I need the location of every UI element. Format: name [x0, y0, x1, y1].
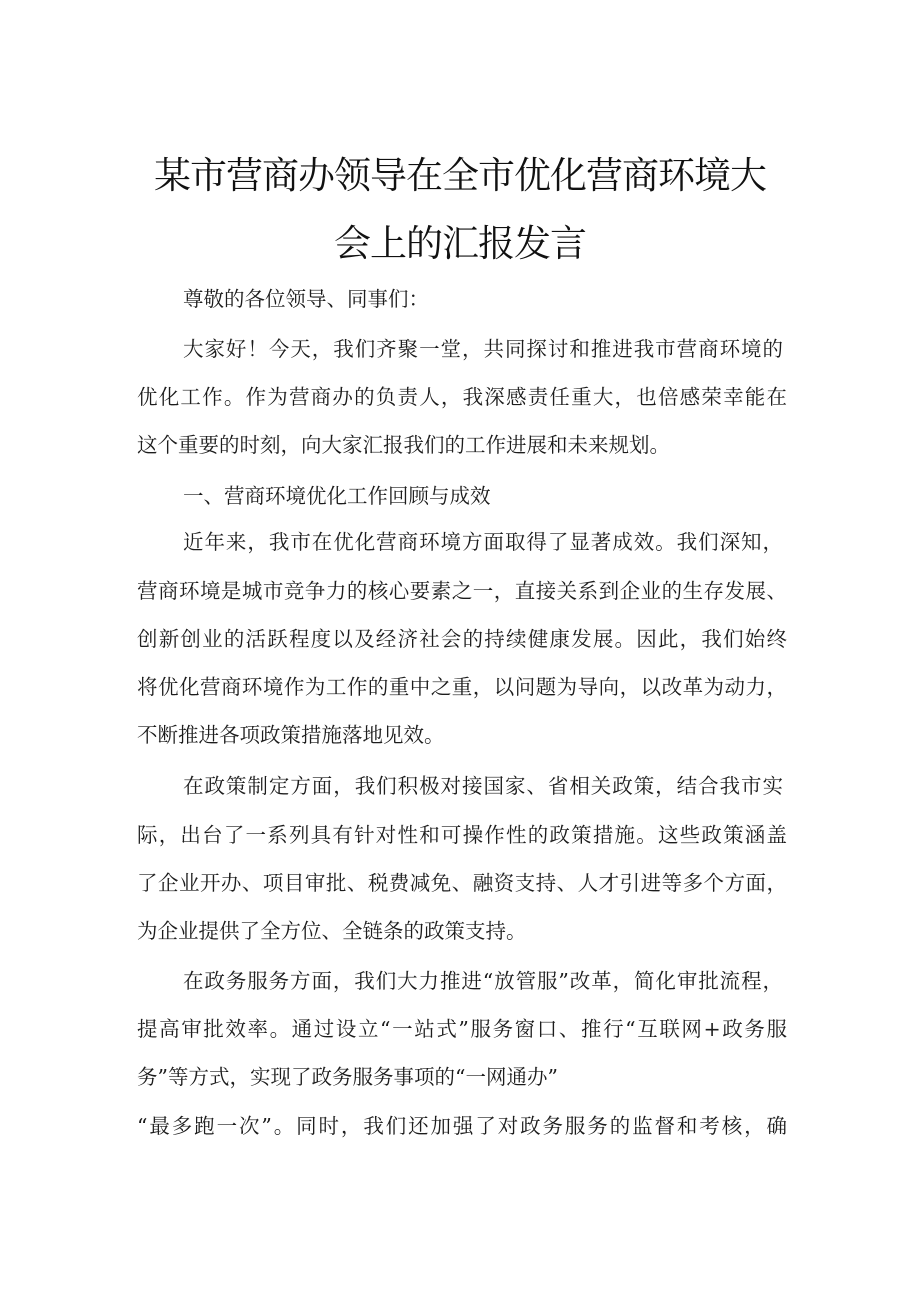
paragraph-line: 际，出台了一系列具有针对性和可操作性的政策措施。这些政策涵盖 — [137, 823, 787, 847]
paragraph-line: 了企业开办、项目审批、税费减免、融资支持、人才引进等多个方面， — [137, 871, 787, 895]
paragraph-line: 在政策制定方面，我们积极对接国家、省相关政策，结合我市实 — [183, 774, 783, 798]
paragraph-line: 务”等方式，实现了政务服务事项的“一网通办” — [137, 1065, 558, 1089]
paragraph-line: 优化工作。作为营商办的负责人，我深感责任重大，也倍感荣幸能在 — [137, 385, 787, 409]
document-title-line-2: 会上的汇报发言 — [334, 222, 586, 265]
paragraph-line: 不断推进各项政策措施落地见效。 — [137, 723, 445, 747]
paragraph-line: 提高审批效率。通过设立“一站式”服务窗口、推行“互联网+政务服 — [137, 1017, 787, 1041]
document-title-line-1: 某市营商办领导在全市优化营商环境大 — [154, 154, 766, 197]
paragraph-line: 创新创业的活跃程度以及经济社会的持续健康发展。因此，我们始终 — [137, 627, 787, 651]
paragraph-line: “最多跑一次”。同时，我们还加强了对政务服务的监督和考核，确 — [137, 1114, 787, 1138]
section-heading: 一、营商环境优化工作回顾与成效 — [183, 484, 491, 508]
paragraph-line: 营商环境是城市竞争力的核心要素之一，直接关系到企业的生存发展、 — [137, 579, 787, 603]
paragraph-line: 将优化营商环境作为工作的重中之重，以问题为导向，以改革为动力， — [137, 675, 787, 699]
paragraph-line: 近年来，我市在优化营商环境方面取得了显著成效。我们深知， — [183, 530, 783, 554]
paragraph-line: 为企业提供了全方位、全链条的政策支持。 — [137, 919, 527, 943]
paragraph-line: 大家好！今天，我们齐聚一堂，共同探讨和推进我市营商环境的 — [183, 337, 783, 361]
paragraph-line: 这个重要的时刻，向大家汇报我们的工作进展和未来规划。 — [137, 433, 670, 457]
salutation-line: 尊敬的各位领导、同事们： — [183, 287, 429, 311]
paragraph-line: 在政务服务方面，我们大力推进“放管服”改革，简化审批流程， — [183, 969, 783, 993]
